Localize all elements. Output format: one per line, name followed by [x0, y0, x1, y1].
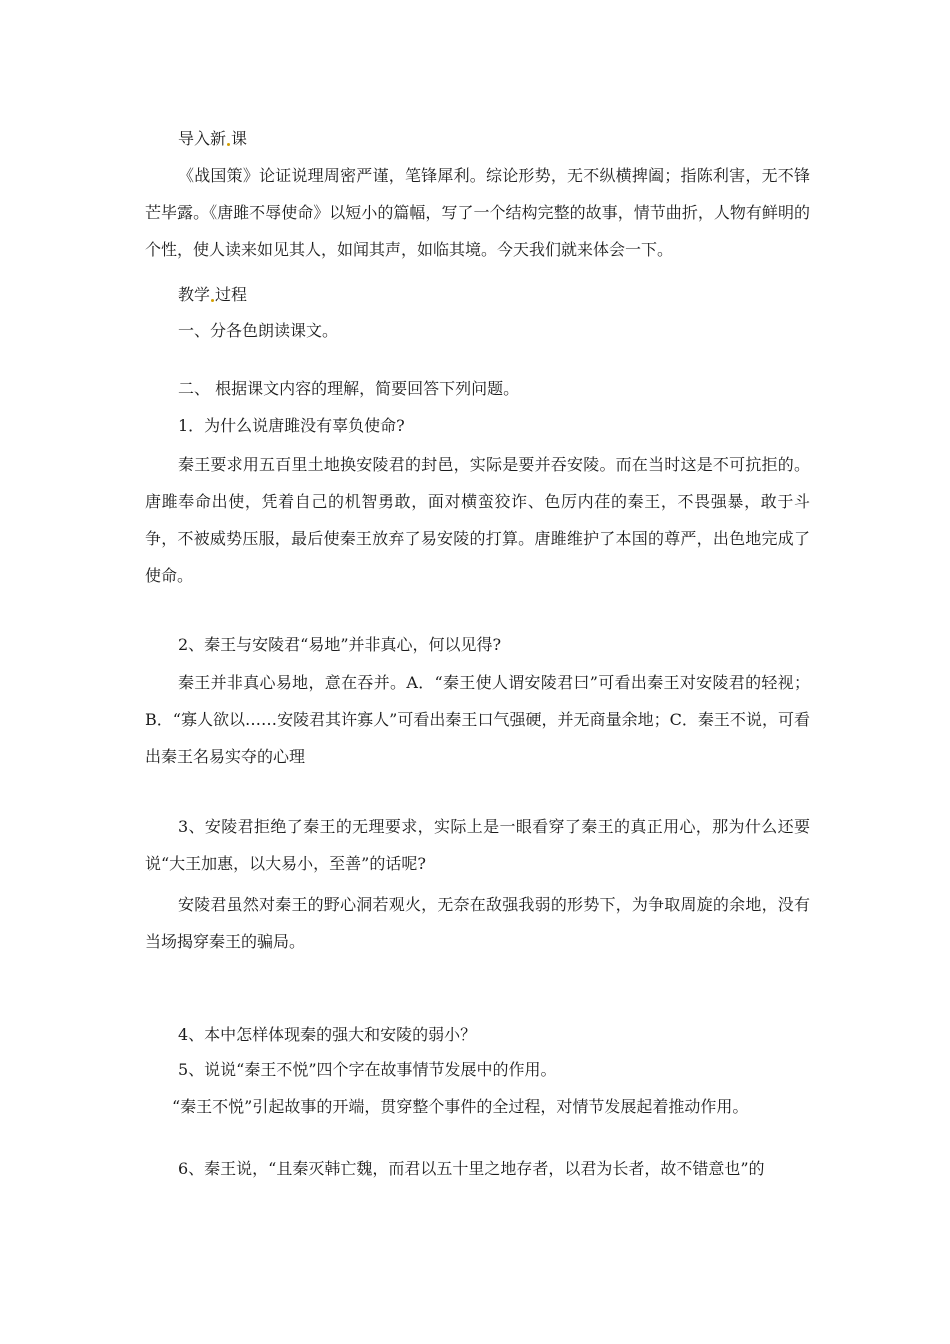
- step-two: 二、 根据课文内容的理解，简要回答下列问题。: [178, 379, 520, 398]
- section-title-intro-text: 导入新: [178, 129, 227, 148]
- question-6: 6、秦王说，“且秦灭韩亡魏，而君以五十里之地存者，以君为长者，故不错意也”的: [178, 1159, 765, 1178]
- section-title-intro: [145, 120, 810, 157]
- question-5: 5、说说“秦王不悦”四个字在故事情节发展中的作用。: [178, 1060, 557, 1079]
- step-one: 一、分各色朗读课文。: [178, 321, 339, 340]
- answer-3: 安陵君虽然对秦王的野心洞若观火，无奈在敌强我弱的形势下，为争取周旋的余地，没有当场揭穿秦王的骗局。: [145, 895, 810, 951]
- answer-5: “秦王不悦”引起故事的开端，贯穿整个事件的全过程，对情节发展起着推动作用。: [172, 1097, 749, 1116]
- question-3: 3、安陵君拒绝了秦王的无理要求，实际上是一眼看穿了秦王的真正用心，那为什么还要说“大王加惠，以大易小，至善”的话呢?: [145, 817, 810, 873]
- mark-dot: [211, 299, 214, 302]
- answer-2: 秦王并非真心易地，意在吞并。A．“秦王使人谓安陵君曰”可看出秦王对安陵君的轻视；B．“寡人欲以……安陵君其许寡人”可看出秦王口气强硬，并无商量余地；C．秦王不说，可看出秦王名易实夺的心理: [145, 673, 810, 766]
- intro-paragraph: 《战国策》论证说理周密严谨，笔锋犀利。综论形势，无不纵横捭阖；指陈利害，无不锋芒毕露。《唐雎不辱使命》以短小的篇幅，写了一个结构完整的故事，情节曲折，人物有鲜明的个性，使人读来如见其人，如闻其声，如临其境。今天我们就来体会一下。: [145, 166, 810, 259]
- section-title-process-text: 教学: [178, 285, 211, 304]
- mark-dot: [227, 143, 230, 146]
- section-title-intro-text-end: 课: [231, 129, 248, 148]
- question-2: 2、秦王与安陵君“易地”并非真心，何以见得?: [178, 635, 502, 654]
- question-4: 4、本中怎样体现秦的强大和安陵的弱小？: [178, 1025, 477, 1044]
- section-title-process-text-end: 过程: [215, 285, 248, 304]
- section-title-process: [145, 276, 810, 313]
- answer-1: 秦王要求用五百里土地换安陵君的封邑，实际是要并吞安陵。而在当时这是不可抗拒的。唐雎奉命出使，凭着自己的机智勇敢，面对横蛮狡诈、色厉内荏的秦王，不畏强暴，敢于斗争，不被威势压服，最后使秦王放弃了易安陵的打算。唐雎维护了本国的尊严，出色地完成了使命。: [145, 455, 810, 585]
- question-1: 1．为什么说唐雎没有辜负使命?: [178, 416, 405, 435]
